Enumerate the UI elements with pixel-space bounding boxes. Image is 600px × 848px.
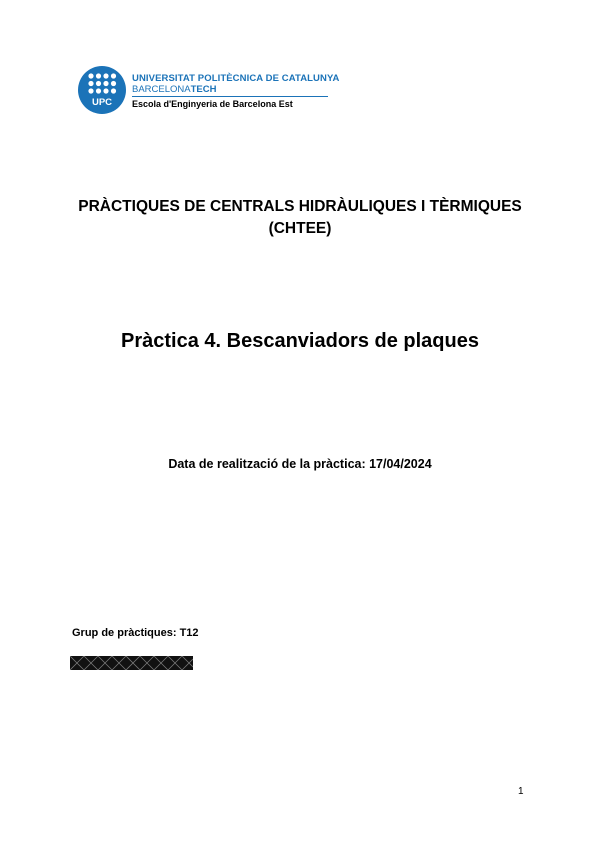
redacted-names-block	[70, 656, 193, 670]
practice-title: Pràctica 4. Bescanviadors de plaques	[121, 330, 479, 352]
course-title-line2: (CHTEE)	[268, 220, 332, 237]
university-header	[78, 66, 338, 116]
tech-label: TECH	[190, 84, 217, 95]
university-name: UNIVERSITAT POLITÈCNICA DE CATALUNYA	[132, 73, 340, 84]
upc-logo	[78, 66, 126, 114]
school-name: Escola d'Enginyeria de Barcelona Est	[132, 99, 293, 109]
course-title	[60, 196, 540, 240]
practice-date: Data de realització de la pràctica: 17/04/2024	[168, 457, 432, 471]
city-label: BARCELONA	[132, 84, 191, 95]
logo-text: UPC	[91, 97, 113, 108]
header-divider	[132, 96, 328, 97]
course-title-line1: PRÀCTIQUES DE CENTRALS HIDRÀULIQUES I TÈRMIQUES	[78, 198, 522, 215]
page-number: 1	[518, 786, 524, 797]
practice-group: Grup de pràctiques: T12	[72, 627, 199, 639]
university-city	[132, 84, 216, 95]
